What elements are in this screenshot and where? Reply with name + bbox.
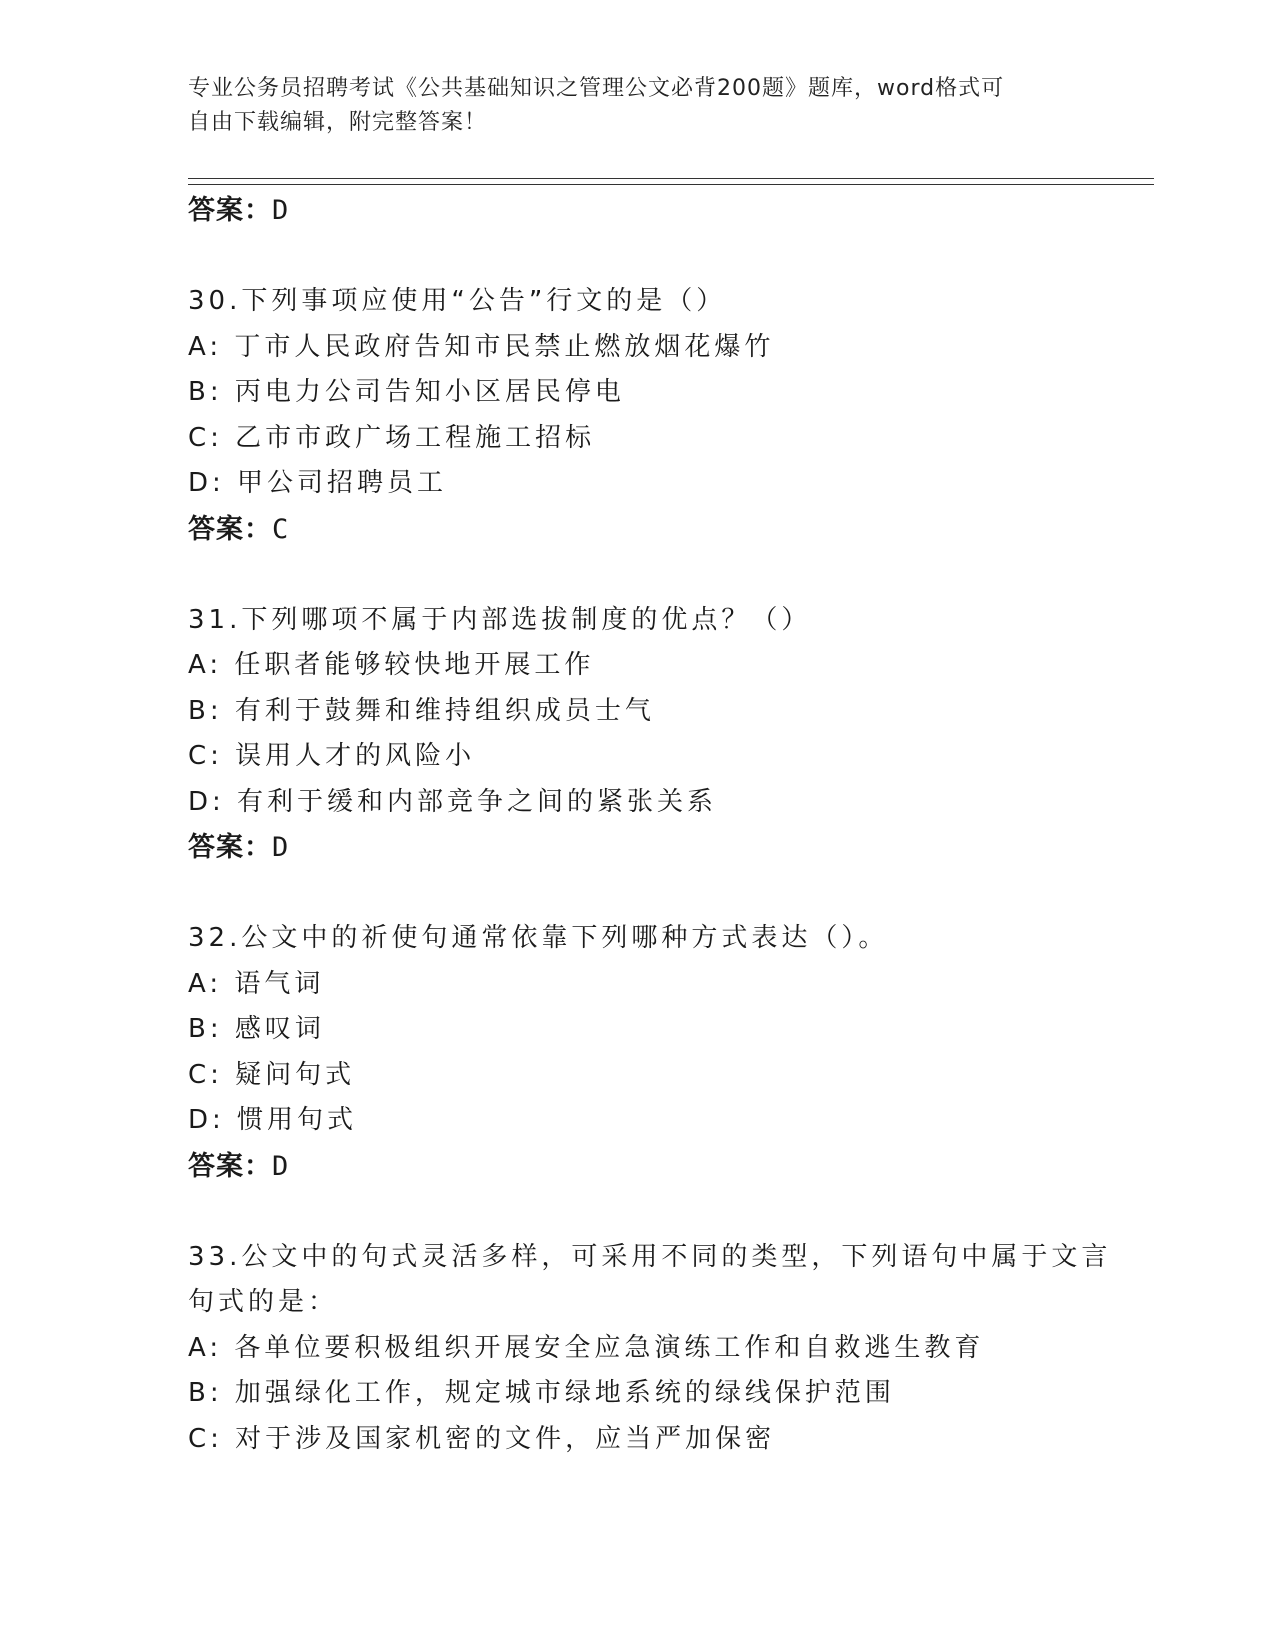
answer-value: D: [272, 195, 290, 226]
option-a: A: 丁市人民政府告知市民禁止燃放烟花爆竹: [188, 331, 775, 362]
option-d: D: 惯用句式: [188, 1105, 358, 1135]
answer-label: 答案：: [188, 513, 272, 545]
question-block: [188, 1235, 1112, 1463]
question-stem: 31.下列哪项不属于内部选拔制度的优点？（）: [188, 604, 812, 635]
spacer: [188, 1190, 1088, 1235]
answer-line: [188, 188, 1088, 234]
option-d: D: 有利于缓和内部竞争之间的紧张关系: [188, 786, 718, 817]
option-c: C: 对于涉及国家机密的文件，应当严加保密: [188, 1423, 776, 1454]
question-stem: 33.公文中的句式灵活多样，可采用不同的类型，下列语句中属于文言: [188, 1241, 1112, 1272]
answer-value: D: [272, 832, 290, 863]
answer-line: [188, 1144, 1088, 1190]
header-rule-top: [188, 178, 1154, 179]
option-b: B: 有利于鼓舞和维持组织成员士气: [188, 695, 655, 726]
page-header: [188, 72, 1088, 140]
option-c: C: 乙市市政广场工程施工招标: [188, 422, 596, 453]
answer-label: 答案：: [188, 195, 272, 226]
header-line-2: 自由下载编辑，附完整答案！: [188, 110, 488, 135]
answer-value: D: [272, 1150, 290, 1182]
option-a: A: 语气词: [188, 968, 325, 999]
option-a: A: 任职者能够较快地开展工作: [188, 650, 595, 680]
option-b: B: 加强绿化工作，规定城市绿地系统的绿线保护范围: [188, 1378, 895, 1408]
answer-line: [188, 507, 1088, 553]
option-a: A: 各单位要积极组织开展安全应急演练工作和自救逃生教育: [188, 1332, 985, 1363]
answer-label: 答案：: [188, 832, 272, 863]
question-stem-continued: 句式的是：: [188, 1287, 339, 1317]
spacer: [188, 234, 1088, 279]
option-c: C: 疑问句式: [188, 1059, 356, 1090]
document-body: [188, 188, 1112, 1462]
header-rule-bottom: [188, 184, 1154, 185]
spacer: [188, 871, 1088, 916]
answer-line: [188, 825, 1088, 871]
option-b: B: 丙电力公司告知小区居民停电: [188, 377, 625, 407]
question-block: [188, 916, 1088, 1190]
question-stem: 30.下列事项应使用“公告”行文的是（）: [188, 286, 727, 316]
header-line-1: 专业公务员招聘考试《公共基础知识之管理公文必背200题》题库，word格式可: [188, 76, 1005, 101]
question-block: [188, 598, 1088, 872]
option-c: C: 误用人才的风险小: [188, 741, 476, 771]
answer-value: C: [272, 513, 290, 545]
answer-label: 答案：: [188, 1150, 272, 1182]
option-b: B: 感叹词: [188, 1014, 325, 1044]
question-stem: 32.公文中的祈使句通常依靠下列哪种方式表达（）。: [188, 923, 889, 953]
spacer: [188, 553, 1088, 598]
question-block: [188, 279, 1088, 553]
option-d: D: 甲公司招聘员工: [188, 468, 448, 498]
